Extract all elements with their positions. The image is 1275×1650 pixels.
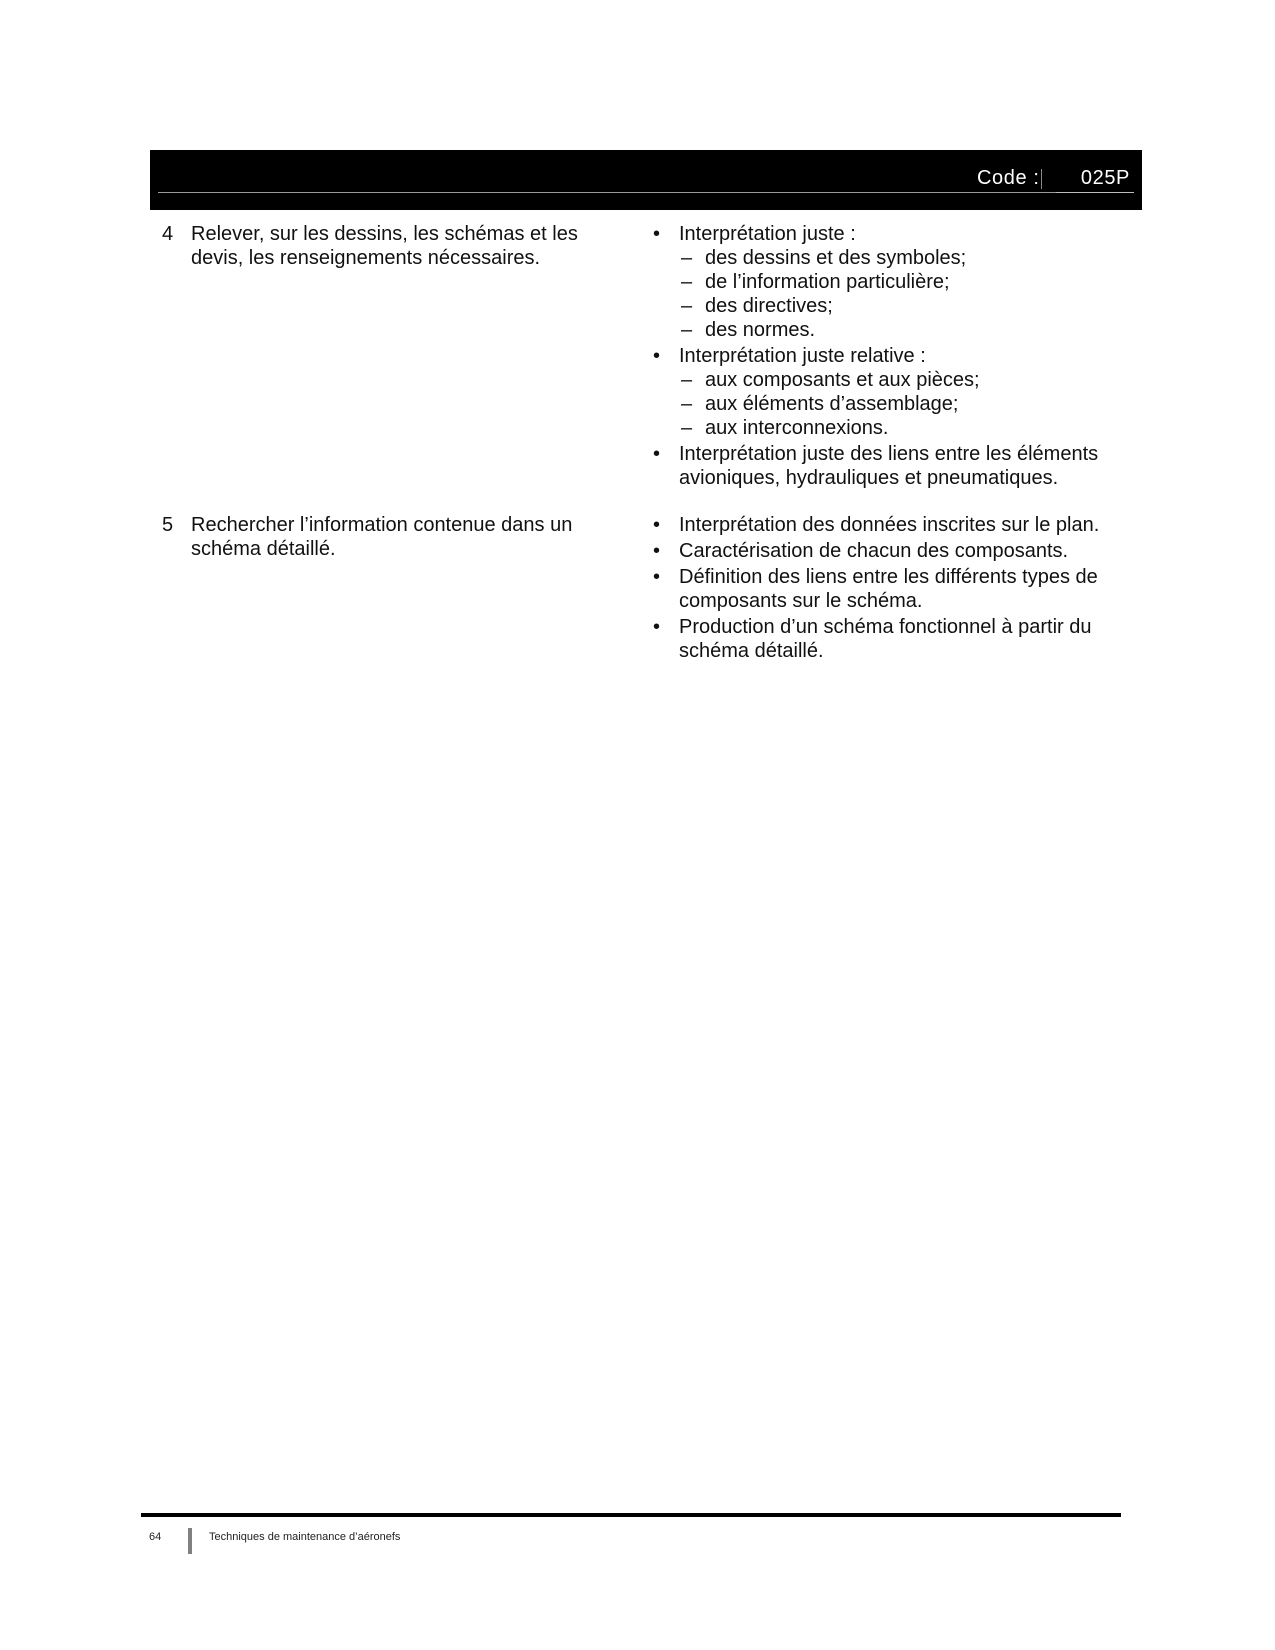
bullet-icon: •	[653, 345, 661, 367]
sub-criterion-text: des dessins et des symboles;	[705, 247, 967, 269]
element-text: Rechercher l’information contenue dans un schéma détaillé.	[191, 514, 573, 560]
criterion-text: Interprétation juste :	[679, 223, 856, 245]
code-label: Code :	[977, 167, 1040, 189]
footer-title: Techniques de maintenance d’aéronefs	[209, 1531, 401, 1543]
code-value: 025P	[1080, 167, 1130, 189]
header-bar	[150, 150, 1142, 210]
criterion-text: Caractérisation de chacun des composants.	[679, 540, 1069, 562]
criterion-text: Définition des liens entre les différents types de composants sur le schéma.	[679, 566, 1098, 612]
page-number: 64	[149, 1531, 162, 1543]
sub-criterion-text: des directives;	[705, 295, 833, 317]
criterion-item	[650, 513, 1130, 537]
sub-criterion-item	[679, 416, 1130, 440]
sub-criterion-text: aux composants et aux pièces;	[705, 369, 980, 391]
dash-icon: –	[681, 417, 693, 439]
criterion-text: Interprétation des données inscrites sur le plan.	[679, 514, 1100, 536]
dash-icon: –	[681, 369, 693, 391]
element-number: 5	[162, 514, 174, 536]
dash-icon: –	[681, 247, 693, 269]
element-of-competency	[162, 513, 597, 561]
element-text: Relever, sur les dessins, les schémas et les devis, les renseignements nécessaires.	[191, 223, 578, 269]
dash-icon: –	[681, 393, 693, 415]
footer-separator	[188, 1528, 192, 1554]
bullet-icon: •	[653, 616, 661, 638]
sub-criterion-text: de l’information particulière;	[705, 271, 950, 293]
code-separator	[1041, 169, 1042, 189]
criterion-item	[650, 344, 1130, 440]
criterion-text: Interprétation juste relative :	[679, 345, 926, 367]
bullet-icon: •	[653, 514, 661, 536]
bullet-icon: •	[653, 223, 661, 245]
header-divider	[158, 192, 1134, 193]
sub-criterion-text: aux interconnexions.	[705, 417, 889, 439]
bullet-icon: •	[653, 566, 661, 588]
sub-criterion-item	[679, 392, 1130, 416]
criterion-text: Production d’un schéma fonctionnel à partir du schéma détaillé.	[679, 616, 1092, 662]
sub-criterion-text: des normes.	[705, 319, 816, 341]
sub-criterion-item	[679, 318, 1130, 342]
performance-criteria-list	[650, 513, 1130, 665]
sub-criterion-item	[679, 270, 1130, 294]
code-underline	[1056, 192, 1134, 193]
sub-criteria-list	[679, 246, 1130, 342]
criterion-item	[650, 615, 1130, 663]
dash-icon: –	[681, 295, 693, 317]
dash-icon: –	[681, 319, 693, 341]
performance-criteria-list	[650, 222, 1130, 492]
sub-criterion-item	[679, 246, 1130, 270]
criterion-item	[650, 442, 1130, 490]
sub-criterion-item	[679, 368, 1130, 392]
criterion-text: Interprétation juste des liens entre les éléments avioniques, hydrauliques et pneumatiques.	[679, 443, 1099, 489]
dash-icon: –	[681, 271, 693, 293]
sub-criterion-item	[679, 294, 1130, 318]
bullet-icon: •	[653, 540, 661, 562]
criterion-item	[650, 222, 1130, 342]
bullet-icon: •	[653, 443, 661, 465]
element-number: 4	[162, 223, 174, 245]
sub-criteria-list	[679, 368, 1130, 440]
criterion-item	[650, 539, 1130, 563]
footer-rule	[141, 1513, 1121, 1517]
sub-criterion-text: aux éléments d’assemblage;	[705, 393, 959, 415]
element-of-competency	[162, 222, 597, 270]
criterion-item	[650, 565, 1130, 613]
